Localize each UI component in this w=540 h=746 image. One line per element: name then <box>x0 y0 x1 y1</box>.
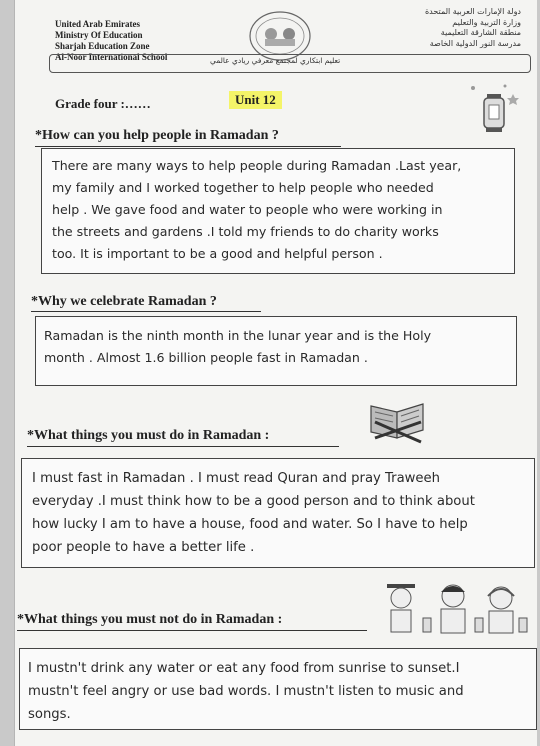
header-en-line: United Arab Emirates <box>55 19 140 29</box>
worksheet-page <box>14 0 537 746</box>
question-underline <box>17 630 367 631</box>
lantern-icon <box>465 80 525 138</box>
header-ar-line: منطقة الشارقة التعليمية <box>440 28 521 37</box>
question-must-not-do: *What things you must not do in Ramadan : <box>17 612 283 627</box>
header-ar-line: دولة الإمارات العربية المتحدة <box>424 7 521 16</box>
answer-box-must-do <box>21 458 535 568</box>
motto-bar <box>49 54 531 73</box>
question-help-people: *How can you help people in Ramadan ? <box>35 128 279 143</box>
grade-label: Grade four :…… <box>55 96 151 111</box>
question-underline <box>27 446 339 447</box>
kids-group-icon <box>383 578 533 638</box>
question-underline <box>31 311 261 312</box>
unit-label: Unit 12 <box>229 91 282 109</box>
answer-text: I must fast in Ramadan . I must read Quran and pray Traweeh everyday .I must think how to be a good person and to think about how lucky I am to have a house, food and water. So I have to help poor people to have a better life . <box>32 471 475 555</box>
header-ar-line: وزارة التربية والتعليم <box>452 17 521 27</box>
answer-box-why-celebrate <box>35 316 517 386</box>
answer-text: I mustn't drink any water or eat any food from sunrise to sunset.I mustn't feel angry or use bad words. I mustn't listen to music and songs. <box>28 661 464 722</box>
question-why-celebrate: *Why we celebrate Ramadan ? <box>31 294 217 309</box>
question-must-do: *What things you must do in Ramadan : <box>27 428 270 443</box>
header-ar-line: مدرسة النور الدولية الخاصة <box>429 38 521 48</box>
answer-text: Ramadan is the ninth month in the lunar year and is the Holy month . Almost 1.6 billion people fast in Ramadan . <box>44 328 432 365</box>
school-motto: تعليم ابتكاري لمجتمع معرفي ريادي عالمي <box>210 56 341 65</box>
quran-book-icon <box>365 398 431 446</box>
answer-box-help-people <box>41 148 515 274</box>
answer-box-must-not-do <box>19 648 537 730</box>
question-underline <box>35 146 341 147</box>
header-arabic <box>425 7 521 49</box>
header-en-line: Sharjah Education Zone <box>55 41 150 51</box>
header-en-line: Al-Noor International School <box>55 52 168 62</box>
answer-text: There are many ways to help people during Ramadan .Last year, my family and I worked together to help people who needed help . We gave food and water to people who were working in the streets and gardens .I told my friends to do charity works too. It is important to be a good and helpful person . <box>52 158 462 261</box>
header-en-line: Ministry Of Education <box>55 30 143 40</box>
